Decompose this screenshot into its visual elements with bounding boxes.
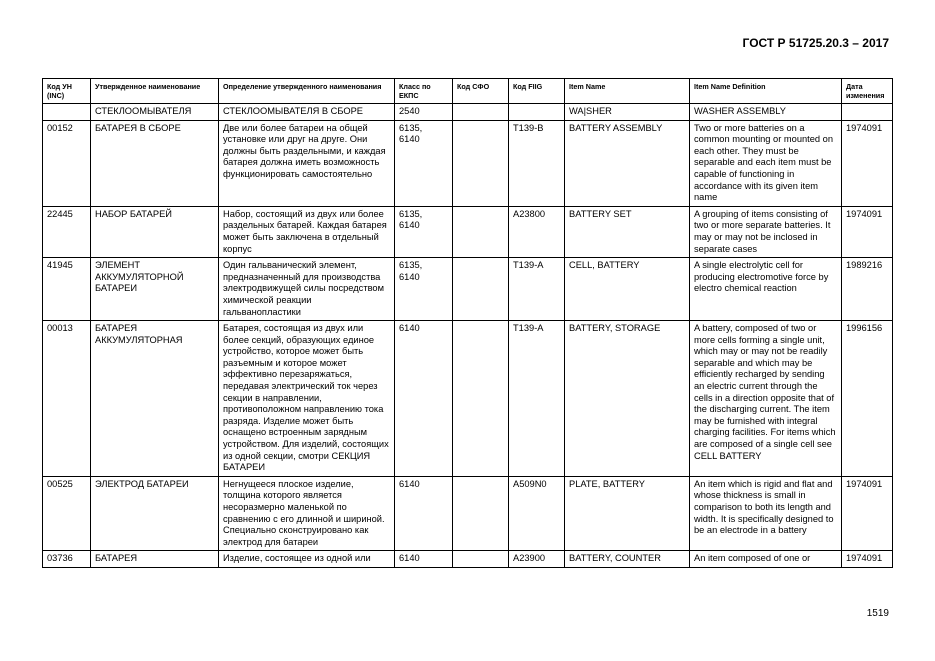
cell-change-date: 1974091 [842,476,893,551]
cell-fiig-code: A23900 [509,551,565,568]
cell-item-name-definition: WASHER ASSEMBLY [690,104,842,121]
cell-item-name: BATTERY, COUNTER [565,551,690,568]
cell-fiig-code: A509N0 [509,476,565,551]
cell-fiig-code: A23800 [509,206,565,257]
cell-change-date: 1989216 [842,258,893,321]
cell-name-definition: Изделие, состоящее из одной или [219,551,395,568]
cell-fiig-code: T139-A [509,321,565,477]
cell-ekps-class: 6140 [395,321,453,477]
cell-approved-name: ЭЛЕКТРОД БАТАРЕИ [91,476,219,551]
cell-change-date: 1996156 [842,321,893,477]
column-header-ekps-class: Класс по ЕКПС [395,79,453,104]
table-row [43,258,893,321]
cell-item-name-definition: A battery, composed of two or more cells forming a single unit, which may or may not be readily separable and which may be efficiently recharged by sending an electric current through the cells in a direction opposite that of the discharging current. The item may be furnished with integral charging facilities. For items which are composed of a single cell see CELL BATTERY [690,321,842,477]
cell-fiig-code: T139-B [509,120,565,206]
table-row [43,551,893,568]
column-header-approved-name: Утвержденное наименование [91,79,219,104]
table-row [43,476,893,551]
cell-approved-name: БАТАРЕЯ В СБОРЕ [91,120,219,206]
table-row [43,206,893,257]
cell-sfo-code [453,258,509,321]
cell-approved-name: СТЕКЛООМЫВАТЕЛЯ [91,104,219,121]
cell-item-name: CELL, BATTERY [565,258,690,321]
cell-change-date [842,104,893,121]
cell-change-date: 1974091 [842,206,893,257]
table-row [43,120,893,206]
cell-name-definition: Две или более батареи на общей установке или друг на друге. Они должны быть раздельными, и каждая батарея должна иметь возможность функционировать самостоятельно [219,120,395,206]
cell-sfo-code [453,104,509,121]
cell-item-name-definition: An item composed of one or [690,551,842,568]
cell-change-date: 1974091 [842,551,893,568]
cell-code: 00152 [43,120,91,206]
cell-ekps-class: 6135, 6140 [395,120,453,206]
cell-sfo-code [453,551,509,568]
cell-sfo-code [453,476,509,551]
cell-item-name: BATTERY, STORAGE [565,321,690,477]
cell-ekps-class: 6135, 6140 [395,206,453,257]
item-name-registry-table [42,78,893,568]
column-header-sfo-code: Код СФО [453,79,509,104]
column-header-item-name: Item Name [565,79,690,104]
cell-code: 22445 [43,206,91,257]
cell-sfo-code [453,206,509,257]
cell-ekps-class: 6140 [395,551,453,568]
table-row-continuation [43,104,893,121]
column-header-change-date: Дата изменения [842,79,893,104]
cell-code: 41945 [43,258,91,321]
cell-item-name: PLATE, BATTERY [565,476,690,551]
cell-code: 00013 [43,321,91,477]
cell-ekps-class: 2540 [395,104,453,121]
cell-approved-name: НАБОР БАТАРЕЙ [91,206,219,257]
cell-sfo-code [453,321,509,477]
cell-name-definition: Негнущееся плоское изделие, толщина которого является несоразмерно маленькой по сравнению с его длинной и шириной. Специально сконструировано как электрод для батареи [219,476,395,551]
cell-ekps-class: 6140 [395,476,453,551]
cell-item-name: BATTERY ASSEMBLY [565,120,690,206]
cell-item-name: BATTERY SET [565,206,690,257]
cell-name-definition: СТЕКЛООМЫВАТЕЛЯ В СБОРЕ [219,104,395,121]
cell-change-date: 1974091 [842,120,893,206]
cell-fiig-code: T139-A [509,258,565,321]
cell-fiig-code [509,104,565,121]
cell-name-definition: Батарея, состоящая из двух или более секций, образующих единое устройство, которое может быть разъемным и которое может эффективно перезаряжаться, передавая электрический ток через секции в направлении, противоположном направлению тока разряда. Изделие может быть оснащено встроенным зарядным устройством. Для изделий, состоящих из одной секции, смотри СЕКЦИЯ БАТАРЕИ [219,321,395,477]
page-number: 1519 [866,608,889,619]
table-header-row [43,79,893,104]
cell-item-name-definition: A grouping of items consisting of two or more separate batteries. It may or may not be inclosed in separate cases [690,206,842,257]
column-header-name-definition: Определение утвержденного наименования [219,79,395,104]
column-header-item-name-definition: Item Name Definition [690,79,842,104]
cell-item-name: WA|SHER [565,104,690,121]
cell-code [43,104,91,121]
table-row [43,321,893,477]
cell-ekps-class: 6135, 6140 [395,258,453,321]
cell-approved-name: БАТАРЕЯ АККУМУЛЯТОРНАЯ [91,321,219,477]
cell-item-name-definition: A single electrolytic cell for producing electromotive force by electro chemical reaction [690,258,842,321]
column-header-code: Код УН (INC) [43,79,91,104]
cell-item-name-definition: Two or more batteries on a common mounting or mounted on each other. They must be separable and each item must be capable of functioning in accordance with its given item name [690,120,842,206]
cell-sfo-code [453,120,509,206]
cell-approved-name: БАТАРЕЯ [91,551,219,568]
cell-code: 00525 [43,476,91,551]
cell-approved-name: ЭЛЕМЕНТ АККУМУЛЯТОРНОЙ БАТАРЕИ [91,258,219,321]
cell-name-definition: Набор, состоящий из двух или более раздельных батарей. Каждая батарея может быть заключена в отдельный корпус [219,206,395,257]
cell-name-definition: Один гальванический элемент, предназначенный для производства электродвижущей силы посредством химической реакции гальванопластики [219,258,395,321]
cell-code: 03736 [43,551,91,568]
column-header-fiig-code: Код FIIG [509,79,565,104]
cell-item-name-definition: An item which is rigid and flat and whose thickness is small in comparison to both its length and width. It is specifically designed to be an electrode in a battery [690,476,842,551]
document-standard-title: ГОСТ Р 51725.20.3 – 2017 [742,36,889,50]
